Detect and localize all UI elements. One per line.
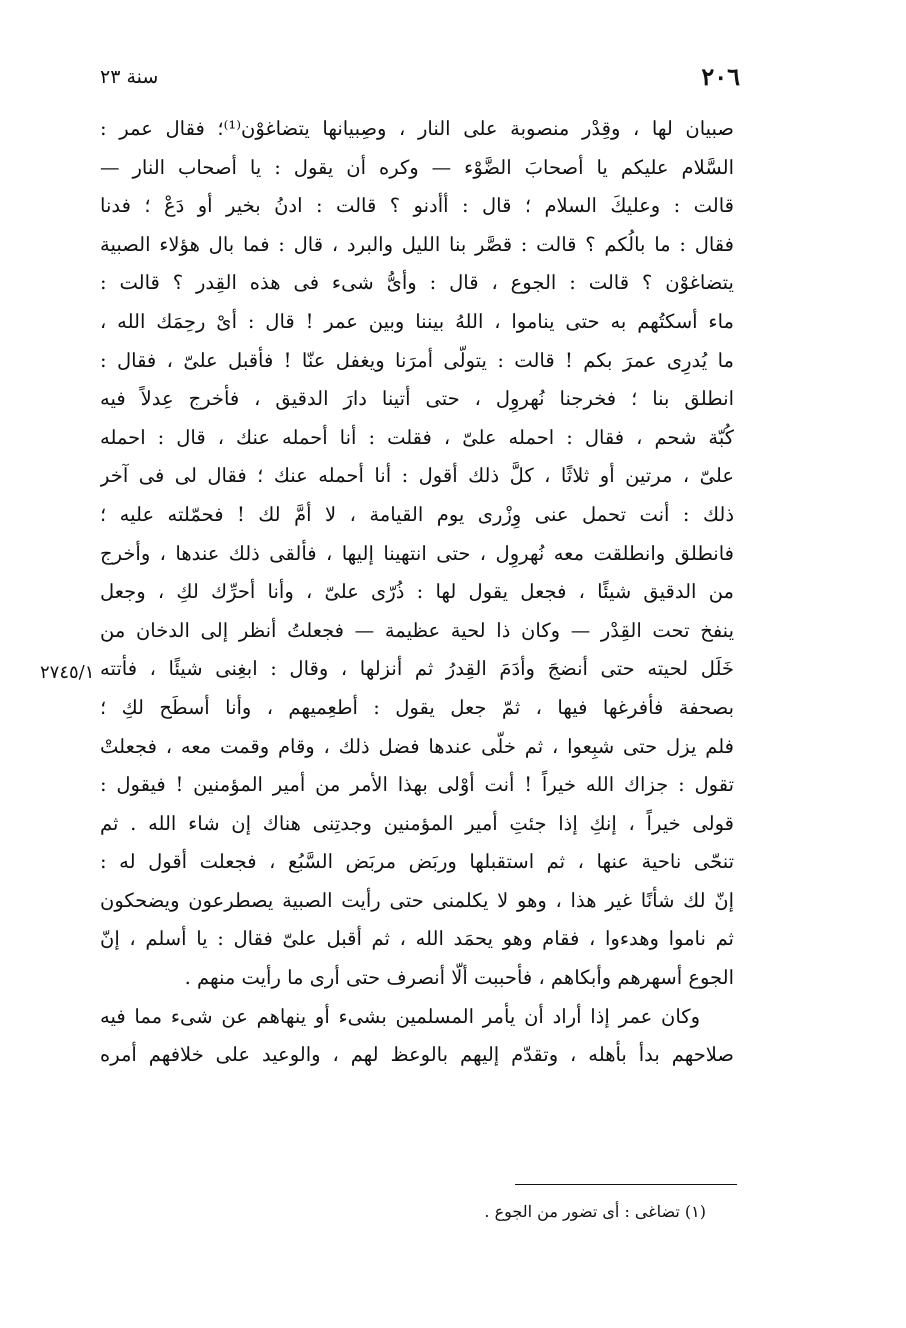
text-line: بصحفة فأفرغها فيها ، ثمّ جعل يقول : أطعِميهم ، وأنا أسطَح لكِ ؛ — [100, 695, 734, 719]
text-line: صلاحهم بدأ بأهله ، وتقدّم إليهم بالوعظ لهم ، والوعيد على خلافهم أمره — [100, 1043, 734, 1067]
body-text — [100, 110, 734, 1075]
text-line: تقول : جزاك الله خيراً ! أنت أوْلى بهذا الأمر من أمير المؤمنين ! فيقول : — [100, 773, 734, 797]
text-line: الجوع أسهرهم وأبكاهم ، فأحببت ألّا أنصرف حتى أرى ما رأيت منهم . — [184, 966, 734, 990]
text-line: وكان عمر إذا أراد أن يأمر المسلمين بشىء أو ينهاهم عن شىء مما فيه — [100, 1004, 700, 1028]
running-head: سنة ٢٣ — [100, 66, 159, 88]
text-line: فلم يزل حتى شبِعوا ، ثم خلّى عندها فضل ذلك ، وقام وقمت معه ، فجعلتْ — [100, 734, 734, 758]
text-line: صبيان لها ، وقِدْر منصوبة على النار ، وصِبيانها يتضاغوْن⁽¹⁾؛ فقال عمر : — [100, 117, 734, 140]
text-line: ثم ناموا وهدءوا ، فقام وهو يحمَد الله ، ثم أقبل علىّ فقال : يا أسلم ، إنّ — [100, 927, 734, 951]
footnote-separator — [515, 1184, 737, 1185]
text-line: ما يُدرِى عمرَ بكم ! قالت : يتولّى أمرَنا ويغفل عنّا ! فأقبل علىّ ، فقال : — [100, 348, 734, 372]
text-line: فانطلق وانطلقت معه نُهروِل ، حتى انتهينا إليها ، فألقى ذلك عندها ، وأخرج — [100, 541, 734, 565]
text-line: من الدقيق شيئًا ، فجعل يقول لها : ذُرّى علىّ ، وأنا أحرِّك لكِ ، وجعل — [100, 580, 734, 604]
text-line: خَلَل لحيته حتى أنضجَ وأدَمَ القِدرُ ثم أنزلها ، وقال : ابغِنى شيئًا ، فأتته — [100, 657, 734, 681]
text-line: قولى خيراً ، إنكِ إذا جئتِ أمير المؤمنين وجدتِنى هناك إن شاء الله . ثم — [100, 811, 734, 835]
margin-reference: ٢٧٤٥/١ — [40, 662, 95, 683]
page-number: ٢٠٦ — [701, 62, 740, 91]
text-line: ماء أسكتُهم به حتى يناموا ، اللهُ بيننا وبين عمر ! قال : أىْ رحِمَك الله ، — [100, 309, 734, 333]
page-header — [100, 62, 740, 92]
text-line: يتضاغوْن ؟ قالت : الجوع ، قال : وأىُّ شىء فى هذه القِدر ؟ قالت : — [100, 271, 734, 295]
text-line: إنّ لك شأنًا غير هذا ، وهو لا يكلمنى حتى رأيت الصبية يصطرعون ويضحكون — [100, 888, 734, 912]
text-line: تنحّى ناحية عنها ، ثم استقبلها وربَض مربَض السَّبُع ، فجعلت أقول له : — [100, 850, 734, 874]
text-line: السَّلام عليكم يا أصحابَ الضَّوْء — وكره أن يقول : يا أصحاب النار — — [100, 155, 734, 179]
text-line: انطلق بنا ؛ فخرجنا نُهروِل ، حتى أتينا دارَ الدقيق ، فأخرج عِدلاً فيه — [100, 387, 734, 411]
text-line: قالت : وعليكَ السلام ؛ قال : أأدنو ؟ قالت : ادنُ بخير أو دَعْ ؛ فدنا — [100, 194, 734, 218]
text-line: فقال : ما بالُكم ؟ قالت : قصَّر بنا الليل والبرد ، قال : فما بال هؤلاء الصبية — [100, 232, 734, 256]
text-line: كُبّة شحم ، فقال : احمله علىّ ، فقلت : أنا أحمله عنك ، قال : احمله — [100, 425, 734, 449]
text-line: علىّ ، مرتين أو ثلاثًا ، كلَّ ذلك أقول : أنا أحمله عنك ؛ فقال لى فى آخر — [100, 464, 734, 488]
text-line: ينفخ تحت القِدْر — وكان ذا لحية عظيمة — فجعلتُ أنظر إلى الدخان من — [100, 618, 734, 642]
text-line: ذلك : أنت تحمل عنى وِزْرى يوم القيامة ، لا أمَّ لك ! فحمّلته عليه ؛ — [100, 502, 734, 526]
footnote: (١) تضاغى : أى تضور من الجوع . — [484, 1202, 706, 1221]
